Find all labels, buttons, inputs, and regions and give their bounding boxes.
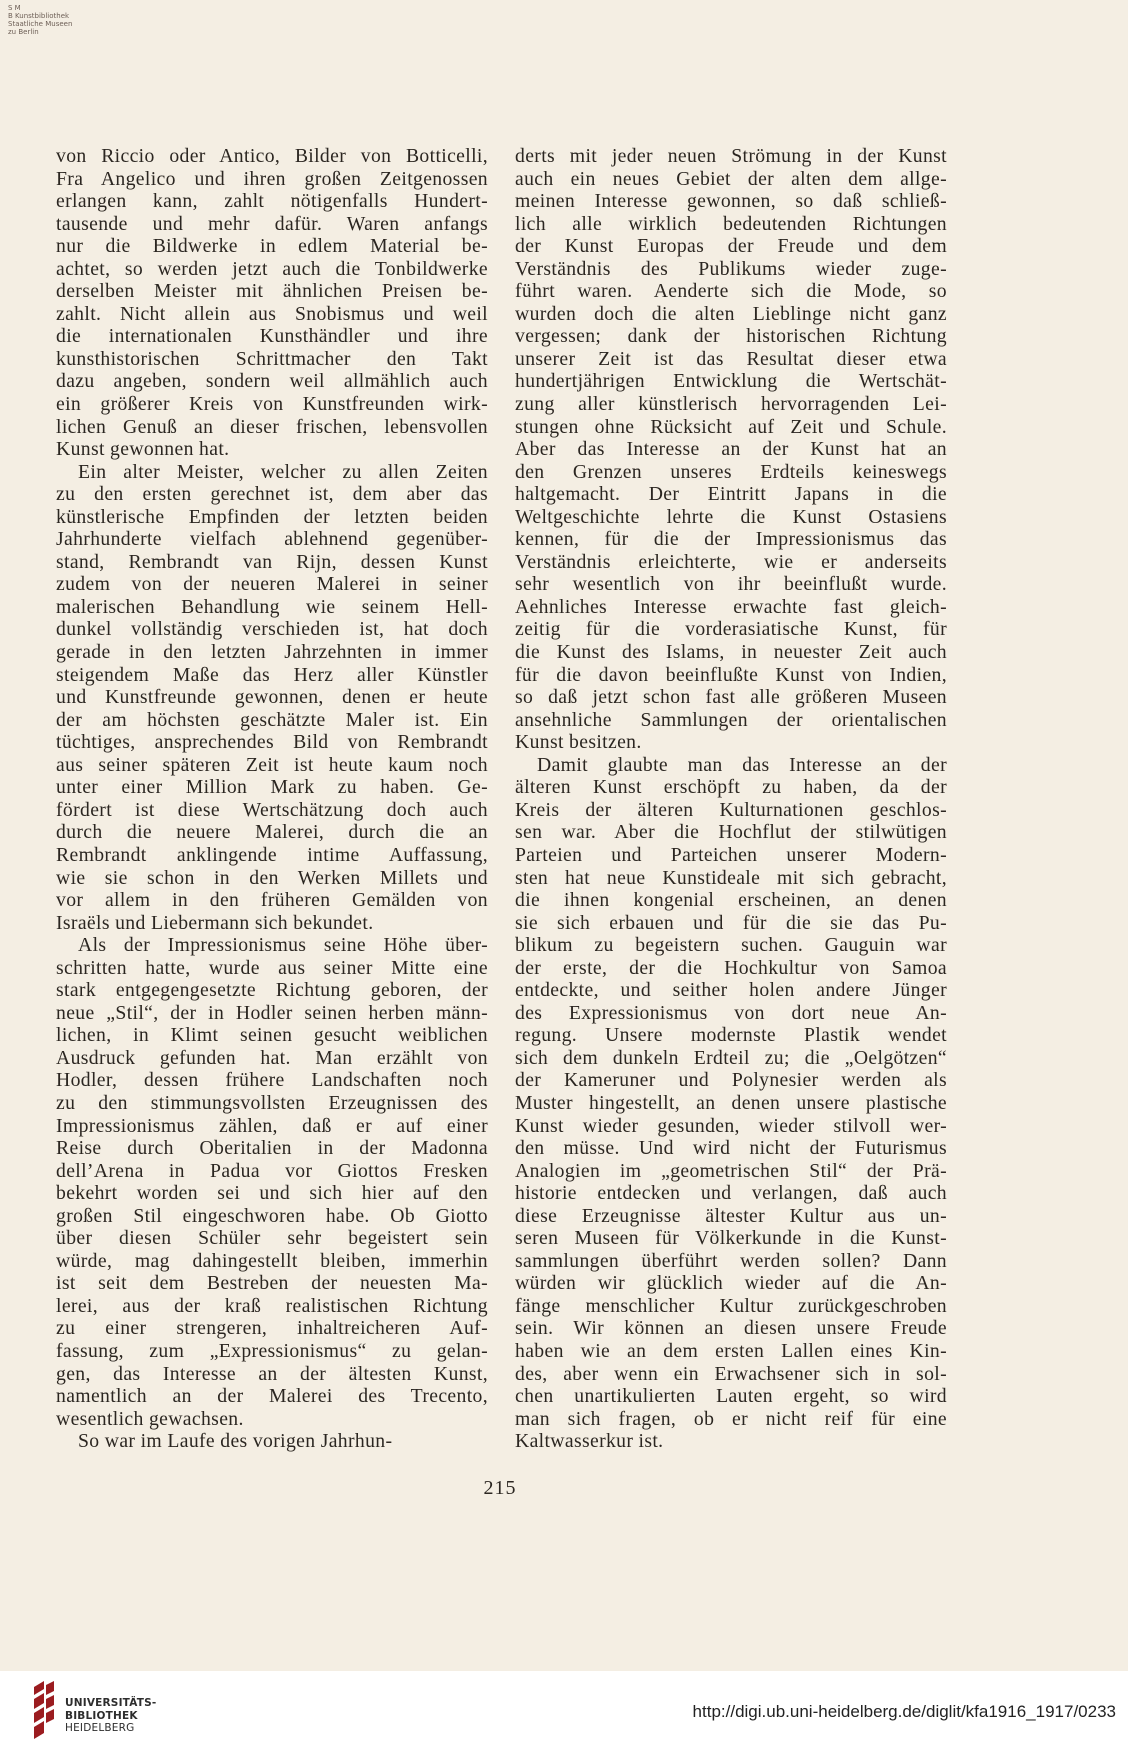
text-column-right: [515, 145, 947, 1453]
text-line: von Riccio oder Antico, Bilder von Botticelli,: [56, 145, 488, 167]
text-line: Rembrandt anklingende intime Auffassung,: [56, 843, 488, 866]
text-line: vor allem in den früheren Gemälden von: [56, 889, 488, 912]
text-line: dazu angeben, sondern weil allmählich auch: [56, 370, 488, 393]
text-line: unserer Zeit ist das Resultat dieser etwa: [515, 347, 947, 370]
text-line: neue „Stil“, der in Hodler seinen herben männ-: [56, 1001, 488, 1024]
text-line: dunkel vollständig verschieden ist, hat doch: [56, 618, 488, 641]
text-line: des, aber wenn ein Erwachsener sich in sol-: [515, 1362, 947, 1385]
text-line: führt waren. Aenderte sich die Mode, so: [515, 280, 947, 303]
text-line: die internationalen Kunsthändler und ihre: [56, 325, 488, 348]
text-line: sehr wesentlich von ihr beeinflußt wurde.: [515, 573, 947, 596]
text-line: Verständnis erleichterte, wie er anderseits: [515, 550, 947, 573]
text-line: zung aller künstlerisch hervorragenden Lei-: [515, 393, 947, 416]
text-line: bekehrt worden sei und sich hier auf den: [56, 1182, 488, 1205]
page-number: 215: [483, 1477, 517, 1499]
text-line: zu den ersten gerechnet ist, dem aber das: [56, 483, 488, 506]
text-line: Ausdruck gefunden hat. Man erzählt von: [56, 1046, 488, 1069]
text-line: achtet, so werden jetzt auch die Tonbildwerke: [56, 257, 488, 280]
text-line: stark entgegengesetzte Richtung geboren, der: [56, 979, 488, 1002]
text-line: malerischen Behandlung wie seinem Hell-: [56, 595, 488, 618]
text-line: unter einer Million Mark zu haben. Ge-: [56, 776, 488, 799]
text-line: lichen, in Klimt seinen gesucht weiblichen: [56, 1024, 488, 1047]
library-name-line: UNIVERSITÄTS-: [65, 1697, 157, 1709]
stamp-line: B Kunstbibliothek: [8, 12, 70, 20]
text-line: meinen Interesse gewonnen, so daß schließ-: [515, 190, 947, 213]
text-line: gen, das Interesse an der ältesten Kunst,: [56, 1362, 488, 1385]
text-line: für die davon beeinflußte Kunst von Indien,: [515, 663, 947, 686]
text-line: Weltgeschichte lehrte die Kunst Ostasiens: [515, 505, 947, 528]
text-line: fassung, zum „Expressionismus“ zu gelan-: [56, 1339, 488, 1362]
text-line: dell’Arena in Padua vor Giottos Fresken: [56, 1159, 488, 1182]
text-line: entdeckte, und seither holen andere Jünger: [515, 979, 947, 1002]
text-line: historie entdecken und verlangen, daß auch: [515, 1182, 947, 1205]
text-line: zudem von der neueren Malerei in seiner: [56, 573, 488, 596]
text-line: Reise durch Oberitalien in der Madonna: [56, 1137, 488, 1160]
text-line: tüchtiges, ansprechendes Bild von Rembrandt: [56, 731, 488, 754]
text-line: Damit glaubte man das Interesse an der: [537, 753, 947, 776]
text-line: nur die Bildwerke in edlem Material be-: [56, 235, 488, 258]
text-line: sen war. Aber die Hochflut der stilwütigen: [515, 821, 947, 844]
source-url-link[interactable]: http://digi.ub.uni-heidelberg.de/diglit/kfa1916_1917/0233: [692, 1702, 1116, 1721]
text-line: Kunst wieder gesunden, wieder stilvoll wer-: [515, 1114, 947, 1137]
text-line: tausende und mehr dafür. Waren anfangs: [56, 212, 488, 235]
text-line: steigendem Maße das Herz aller Künstler: [56, 663, 488, 686]
library-name-line: HEIDELBERG: [65, 1722, 135, 1734]
text-line: wie sie schon in den Werken Millets und: [56, 866, 488, 889]
text-line: ein größerer Kreis von Kunstfreunden wirk-: [56, 393, 488, 416]
text-line: lich alle wirklich bedeutenden Richtungen: [515, 212, 947, 235]
text-line: Fra Angelico und ihren großen Zeitgenossen: [56, 167, 488, 190]
text-line: regung. Unsere modernste Plastik wendet: [515, 1024, 947, 1047]
text-line: des Expressionismus von dort neue An-: [515, 1001, 947, 1024]
library-name-line: BIBLIOTHEK: [65, 1709, 138, 1722]
text-line: Israëls und Liebermann sich bekundet.: [56, 911, 374, 934]
text-line: Verständnis des Publikums wieder zuge-: [515, 257, 947, 280]
text-line: zeitig für die vorderasiatische Kunst, für: [515, 618, 947, 641]
text-line: Kunst gewonnen hat.: [56, 438, 230, 461]
stamp-line: S M: [8, 4, 21, 12]
text-line: wesentlich gewachsen.: [56, 1407, 244, 1430]
text-line: würde, mag dahingestellt bleiben, immerhin: [56, 1249, 488, 1272]
text-line: sein. Wir können an diesen unsere Freude: [515, 1317, 947, 1340]
library-stamp: [8, 4, 72, 36]
stamp-line: Staatliche Museen: [8, 20, 73, 28]
text-line: den Grenzen unseres Erdteils keineswegs: [515, 460, 947, 483]
text-line: würden wir glücklich wieder auf die An-: [515, 1272, 947, 1295]
text-line: künstlerische Empfinden der letzten beiden: [56, 505, 488, 528]
text-line: lichen Genuß an dieser frischen, lebensvollen: [56, 415, 488, 438]
text-line: der Kameruner und Polynesier werden als: [515, 1069, 947, 1092]
text-line: fänge menschlicher Kultur zurückgeschroben: [515, 1294, 947, 1317]
text-line: lerei, aus der kraß realistischen Richtung: [56, 1294, 488, 1317]
footer-bar: [0, 1671, 1128, 1757]
text-line: der am höchsten geschätzte Maler ist. Ein: [56, 708, 488, 731]
text-line: Impressionismus zählen, daß er auf einer: [56, 1114, 488, 1137]
text-line: Analogien im „geometrischen Stil“ der Prä-: [515, 1159, 947, 1182]
text-line: Kaltwasserkur ist.: [515, 1430, 664, 1453]
text-line: sie sich erbauen und für die sie das Pu-: [515, 911, 947, 934]
text-line: stand, Rembrandt van Rijn, dessen Kunst: [56, 550, 488, 573]
text-line: So war im Laufe des vorigen Jahrhun-: [78, 1430, 393, 1453]
text-line: derts mit jeder neuen Strömung in der Kunst: [515, 145, 947, 167]
text-line: sammlungen überführt werden sollen? Dann: [515, 1249, 947, 1272]
text-line: seren Museen für Völkerkunde in die Kunst-: [515, 1227, 947, 1250]
text-line: Jahrhunderte vielfach ablehnend gegenüber-: [56, 528, 488, 551]
text-line: sich dem dunkeln Erdteil zu; die „Oelgötzen“: [515, 1046, 947, 1069]
text-line: diese Erzeugnisse ältester Kultur aus un-: [515, 1204, 947, 1227]
text-line: die ihnen kongenial erscheinen, an denen: [515, 889, 947, 912]
text-line: wurden doch die alten Lieblinge nicht ganz: [515, 302, 947, 325]
text-line: der Kunst Europas der Freude und dem: [515, 235, 947, 258]
text-line: man sich fragen, ob er nicht reif für eine: [515, 1407, 947, 1430]
text-line: ist seit dem Bestreben der neuesten Ma-: [56, 1272, 488, 1295]
text-line: aus seiner späteren Zeit ist heute kaum noch: [56, 753, 488, 776]
text-line: Kunst besitzen.: [515, 731, 642, 754]
text-line: haltgemacht. Der Eintritt Japans in die: [515, 483, 947, 506]
text-line: über diesen Schüler sehr begeistert sein: [56, 1227, 488, 1250]
stamp-line: zu Berlin: [8, 28, 39, 36]
text-line: und Kunstfreunde gewonnen, denen er heute: [56, 686, 488, 709]
text-line: blikum zu begeistern suchen. Gauguin war: [515, 934, 947, 957]
text-line: Aehnliches Interesse erwachte fast gleich-: [515, 595, 947, 618]
text-line: die Kunst des Islams, in neuester Zeit auch: [515, 641, 947, 664]
text-line: fördert ist diese Wertschätzung doch auch: [56, 798, 488, 821]
library-name: [65, 1697, 156, 1735]
university-library-logo-icon: [30, 1681, 58, 1741]
text-column-left: [56, 145, 488, 1453]
text-line: vergessen; dank der historischen Richtung: [515, 325, 947, 348]
text-line: hundertjährigen Entwicklung die Wertschät-: [515, 370, 947, 393]
text-line: zu einer strengeren, inhaltreicheren Auf-: [56, 1317, 488, 1340]
text-line: Parteien und Parteichen unserer Modern-: [515, 843, 947, 866]
text-line: chen unartikulierten Lauten ergeht, so wird: [515, 1385, 947, 1408]
text-line: erlangen kann, zahlt nötigenfalls Hundert-: [56, 190, 488, 213]
text-line: so daß jetzt schon fast alle größeren Museen: [515, 686, 947, 709]
text-line: Muster hingestellt, an denen unsere plastische: [515, 1091, 947, 1114]
text-line: derselben Meister mit ähnlichen Preisen be-: [56, 280, 488, 303]
text-line: stungen ohne Rücksicht auf Zeit und Schule.: [515, 415, 947, 438]
text-line: Kreis der älteren Kulturnationen geschlos-: [515, 798, 947, 821]
text-line: Ein alter Meister, welcher zu allen Zeiten: [78, 460, 488, 483]
text-line: durch die neuere Malerei, durch die an: [56, 821, 488, 844]
text-line: haben wie an dem ersten Lallen eines Kin-: [515, 1339, 947, 1362]
text-line: auch ein neues Gebiet der alten dem allge-: [515, 167, 947, 190]
text-line: schritten hatte, wurde aus seiner Mitte eine: [56, 956, 488, 979]
text-line: kunsthistorischen Schrittmacher den Takt: [56, 347, 488, 370]
text-line: namentlich an der Malerei des Trecento,: [56, 1385, 488, 1408]
text-line: sten hat neue Kunstideale mit sich gebracht,: [515, 866, 947, 889]
text-line: Aber das Interesse an der Kunst hat an: [515, 438, 947, 461]
text-line: ansehnliche Sammlungen der orientalischen: [515, 708, 947, 731]
text-line: Hodler, dessen frühere Landschaften noch: [56, 1069, 488, 1092]
text-line: Als der Impressionismus seine Höhe über-: [78, 934, 488, 957]
text-line: zu den stimmungsvollsten Erzeugnissen des: [56, 1091, 488, 1114]
text-line: der erste, der die Hochkultur von Samoa: [515, 956, 947, 979]
text-line: den müsse. Und wird nicht der Futurismus: [515, 1137, 947, 1160]
text-line: älteren Kunst erschöpft zu haben, da der: [515, 776, 947, 799]
text-line: kennen, für die der Impressionismus das: [515, 528, 947, 551]
text-line: großen Stil eingeschworen habe. Ob Giotto: [56, 1204, 488, 1227]
text-line: zahlt. Nicht allein aus Snobismus und weil: [56, 302, 488, 325]
text-line: gerade in den letzten Jahrzehnten in immer: [56, 641, 488, 664]
